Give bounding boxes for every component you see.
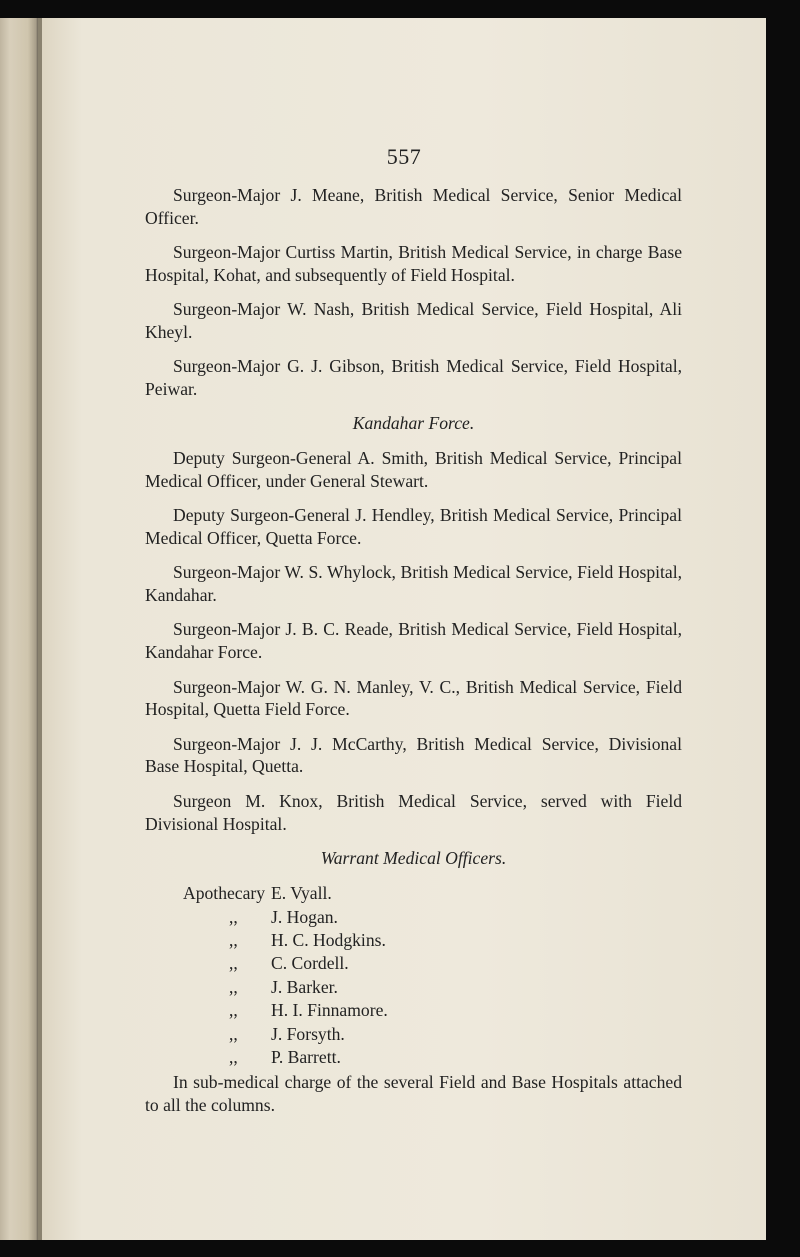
book-spine [0, 18, 38, 1240]
list-name: P. Barrett. [271, 1046, 341, 1067]
paragraph: Surgeon-Major W. S. Whylock, British Medical Service, Field Hospital, Kandahar. [145, 562, 682, 606]
list-item [145, 882, 682, 905]
page-body [145, 184, 682, 1128]
list-item [145, 928, 682, 951]
list-item [145, 1022, 682, 1045]
ditto-mark: ,, [229, 930, 238, 950]
list-item [145, 975, 682, 998]
list-name: E. Vyall. [271, 883, 332, 904]
list-item [145, 1045, 682, 1068]
paragraph: Surgeon-Major J. J. McCarthy, British Medical Service, Divisional Base Hospital, Quetta. [145, 733, 682, 777]
list-name: J. Hogan. [271, 906, 338, 927]
ditto-mark: ,, [229, 906, 238, 927]
list-name: J. Barker. [271, 976, 338, 997]
paragraph: Deputy Surgeon-General J. Hendley, British Medical Service, Principal Medical Officer, Quetta Force. [145, 505, 682, 549]
paragraph: Surgeon M. Knox, British Medical Service, served with Field Divisional Hospital. [145, 790, 682, 834]
ditto-mark: ,, [229, 1023, 238, 1044]
list-item [145, 905, 682, 928]
warrant-officer-list [145, 882, 682, 1069]
ditto-mark: ,, [229, 953, 238, 974]
paragraph: Surgeon-Major Curtiss Martin, British Medical Service, in charge Base Hospital, Kohat, and subsequently of Field Hospital. [145, 242, 682, 285]
list-name: H. I. Finnamore. [271, 1000, 388, 1021]
list-item [145, 999, 682, 1022]
closing-paragraph: In sub-medical charge of the several Field and Base Hospitals attached to all the columns. [145, 1071, 682, 1115]
section-heading-warrant: Warrant Medical Officers. [320, 847, 507, 868]
ditto-mark: ,, [229, 1046, 238, 1067]
paragraph: Surgeon-Major J. Meane, British Medical Service, Senior Medical Officer. [145, 185, 682, 228]
paragraph: Surgeon-Major W. Nash, British Medical Service, Field Hospital, Ali Kheyl. [145, 299, 682, 342]
list-item [145, 952, 682, 975]
ditto-mark: ,, [229, 1000, 238, 1021]
paragraph: Surgeon-Major W. G. N. Manley, V. C., British Medical Service, Field Hospital, Quetta Field Force. [145, 676, 682, 720]
paragraph: Surgeon-Major G. J. Gibson, British Medical Service, Field Hospital, Peiwar. [145, 356, 682, 400]
list-name: C. Cordell. [271, 953, 349, 974]
list-name: J. Forsyth. [271, 1023, 345, 1044]
ditto-mark: ,, [229, 976, 238, 997]
book-page [42, 18, 766, 1240]
list-prefix: Apothecary [183, 883, 266, 904]
page-number: 557 [386, 144, 422, 169]
list-name: H. C. Hodgkins. [271, 930, 386, 950]
paragraph: Surgeon-Major J. B. C. Reade, British Medical Service, Field Hospital, Kandahar Force. [145, 619, 682, 663]
paragraph: Deputy Surgeon-General A. Smith, British Medical Service, Principal Medical Officer, under General Stewart. [145, 448, 682, 491]
section-heading-kandahar: Kandahar Force. [352, 413, 475, 434]
